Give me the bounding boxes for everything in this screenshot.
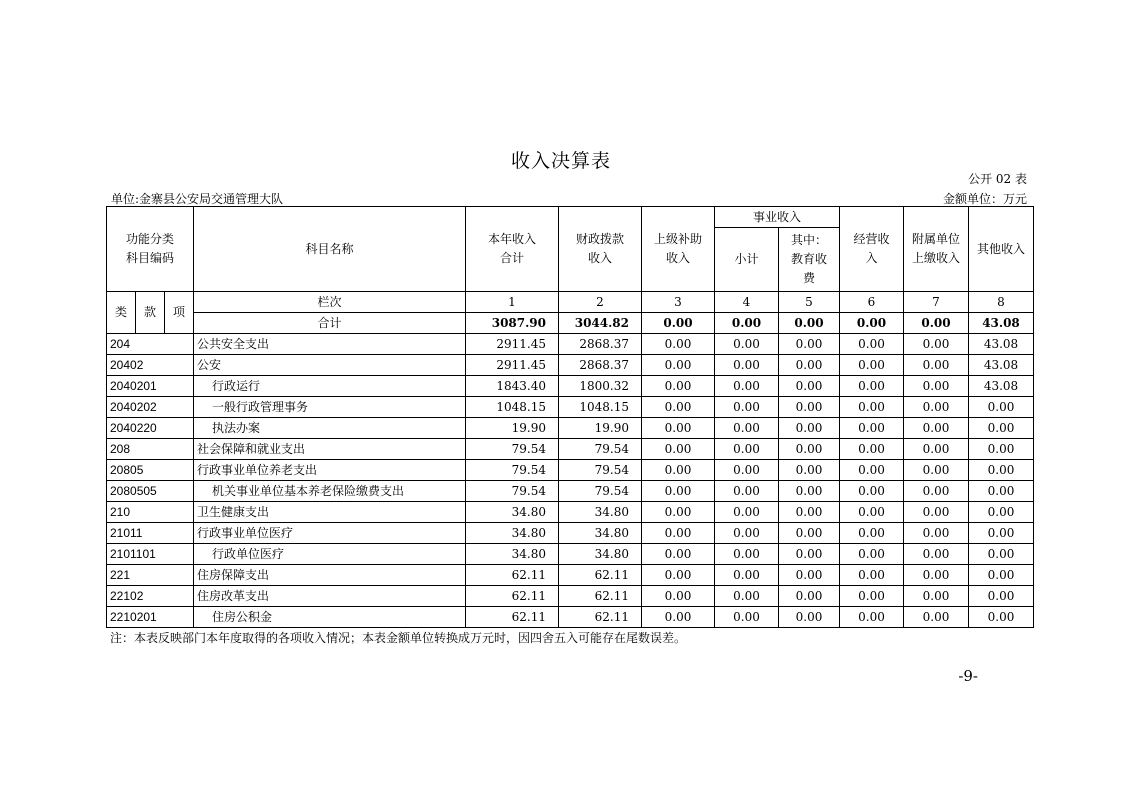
row-name: 社会保障和就业支出	[194, 439, 466, 460]
row-value: 0.00	[642, 544, 715, 565]
row-value: 0.00	[779, 460, 840, 481]
header-subtotal: 小计	[715, 228, 779, 292]
total-value: 0.00	[715, 313, 779, 334]
unit-label: 单位:金寨县公安局交通管理大队	[111, 192, 284, 206]
row-name: 行政单位医疗	[194, 544, 466, 565]
row-value: 0.00	[840, 334, 904, 355]
row-value: 0.00	[642, 607, 715, 628]
row-value: 79.54	[559, 460, 642, 481]
row-name: 住房改革支出	[194, 586, 466, 607]
header-affiliated: 附属单位上缴收入	[904, 207, 969, 292]
row-value: 2911.45	[466, 355, 559, 376]
row-value: 19.90	[559, 418, 642, 439]
row-value: 2911.45	[466, 334, 559, 355]
col-number: 6	[840, 292, 904, 313]
col-number: 7	[904, 292, 969, 313]
row-value: 0.00	[904, 439, 969, 460]
row-value: 0.00	[969, 586, 1034, 607]
row-value: 0.00	[715, 586, 779, 607]
row-value: 62.11	[466, 607, 559, 628]
row-value: 0.00	[779, 397, 840, 418]
header-fiscal: 财政拨款收入	[559, 207, 642, 292]
table-row	[107, 460, 1034, 481]
row-value: 0.00	[904, 523, 969, 544]
total-value: 0.00	[642, 313, 715, 334]
row-value: 0.00	[779, 418, 840, 439]
row-value: 43.08	[969, 334, 1034, 355]
row-value: 0.00	[904, 376, 969, 397]
col-number: 3	[642, 292, 715, 313]
row-value: 0.00	[779, 523, 840, 544]
row-code: 2040201	[107, 376, 194, 397]
row-value: 79.54	[466, 481, 559, 502]
row-value: 0.00	[840, 586, 904, 607]
row-value: 0.00	[840, 523, 904, 544]
row-value: 0.00	[969, 565, 1034, 586]
row-value: 1800.32	[559, 376, 642, 397]
row-name: 执法办案	[194, 418, 466, 439]
row-value: 62.11	[559, 607, 642, 628]
total-value: 43.08	[969, 313, 1034, 334]
row-name: 机关事业单位基本养老保险缴费支出	[194, 481, 466, 502]
row-value: 0.00	[904, 418, 969, 439]
row-value: 34.80	[559, 502, 642, 523]
row-value: 0.00	[969, 460, 1034, 481]
row-code: 20805	[107, 460, 194, 481]
row-value: 0.00	[715, 460, 779, 481]
row-value: 0.00	[715, 481, 779, 502]
row-value: 1048.15	[466, 397, 559, 418]
footnote: 注：本表反映部门本年度取得的各项收入情况；本表金额单位转换成万元时，因四舍五入可能存在尾数误差。	[110, 631, 687, 645]
row-value: 0.00	[904, 586, 969, 607]
row-value: 0.00	[840, 418, 904, 439]
row-value: 0.00	[715, 334, 779, 355]
row-value: 0.00	[715, 607, 779, 628]
row-value: 34.80	[466, 523, 559, 544]
header-subject-name: 科目名称	[194, 207, 466, 292]
total-value: 0.00	[779, 313, 840, 334]
total-value: 3087.90	[466, 313, 559, 334]
row-code: 21011	[107, 523, 194, 544]
table-row	[107, 523, 1034, 544]
row-value: 19.90	[466, 418, 559, 439]
row-value: 0.00	[779, 439, 840, 460]
header-kuan: 款	[136, 292, 165, 334]
col-number: 5	[779, 292, 840, 313]
table-row	[107, 565, 1034, 586]
row-value: 0.00	[642, 418, 715, 439]
row-value: 0.00	[715, 418, 779, 439]
total-value: 3044.82	[559, 313, 642, 334]
row-code: 2040220	[107, 418, 194, 439]
row-value: 0.00	[969, 397, 1034, 418]
row-name: 卫生健康支出	[194, 502, 466, 523]
row-value: 0.00	[779, 544, 840, 565]
table-row	[107, 397, 1034, 418]
row-value: 0.00	[715, 376, 779, 397]
table-row	[107, 607, 1034, 628]
header-other: 其他收入	[969, 207, 1034, 292]
row-value: 0.00	[715, 439, 779, 460]
row-value: 0.00	[969, 418, 1034, 439]
row-code: 208	[107, 439, 194, 460]
row-value: 0.00	[642, 586, 715, 607]
row-value: 0.00	[642, 334, 715, 355]
table-row	[107, 376, 1034, 397]
row-value: 0.00	[840, 376, 904, 397]
row-code: 204	[107, 334, 194, 355]
row-value: 0.00	[840, 502, 904, 523]
row-value: 0.00	[840, 607, 904, 628]
row-value: 0.00	[969, 544, 1034, 565]
header-lei: 类	[107, 292, 136, 334]
row-value: 43.08	[969, 376, 1034, 397]
header-upper-subsidy: 上级补助收入	[642, 207, 715, 292]
row-name: 行政运行	[194, 376, 466, 397]
row-value: 0.00	[642, 439, 715, 460]
page-number: -9-	[958, 667, 978, 685]
header-func-code: 功能分类科目编码	[107, 207, 194, 292]
row-name: 住房保障支出	[194, 565, 466, 586]
row-value: 62.11	[466, 565, 559, 586]
header-xiang: 项	[165, 292, 194, 334]
income-table	[106, 206, 1034, 628]
row-value: 0.00	[904, 607, 969, 628]
row-value: 79.54	[466, 460, 559, 481]
row-value: 1048.15	[559, 397, 642, 418]
row-value: 79.54	[559, 481, 642, 502]
header-edu-fee: 其中：教育收费	[779, 228, 840, 292]
row-value: 0.00	[969, 502, 1034, 523]
row-value: 0.00	[904, 334, 969, 355]
header-career-income: 事业收入	[715, 207, 840, 228]
row-value: 0.00	[642, 523, 715, 544]
table-row	[107, 544, 1034, 565]
row-code: 2040202	[107, 397, 194, 418]
col-number: 1	[466, 292, 559, 313]
table-row	[107, 418, 1034, 439]
row-value: 0.00	[779, 355, 840, 376]
header-business-income: 经营收入	[840, 207, 904, 292]
row-value: 0.00	[969, 523, 1034, 544]
row-value: 34.80	[559, 523, 642, 544]
row-code: 221	[107, 565, 194, 586]
table-row	[107, 586, 1034, 607]
row-name: 行政事业单位医疗	[194, 523, 466, 544]
row-value: 0.00	[779, 586, 840, 607]
row-value: 0.00	[840, 460, 904, 481]
row-name: 公安	[194, 355, 466, 376]
row-value: 79.54	[466, 439, 559, 460]
row-value: 2868.37	[559, 355, 642, 376]
row-value: 43.08	[969, 355, 1034, 376]
row-value: 0.00	[904, 481, 969, 502]
header-total-income: 本年收入合计	[466, 207, 559, 292]
row-value: 0.00	[840, 565, 904, 586]
total-label: 合计	[194, 313, 466, 334]
row-value: 0.00	[642, 355, 715, 376]
row-code: 20402	[107, 355, 194, 376]
total-value: 0.00	[904, 313, 969, 334]
row-value: 0.00	[904, 565, 969, 586]
row-value: 0.00	[779, 565, 840, 586]
col-number: 2	[559, 292, 642, 313]
row-name: 住房公积金	[194, 607, 466, 628]
row-value: 0.00	[642, 397, 715, 418]
row-value: 0.00	[642, 565, 715, 586]
row-code: 22102	[107, 586, 194, 607]
row-value: 0.00	[715, 544, 779, 565]
row-value: 0.00	[642, 481, 715, 502]
table-row	[107, 502, 1034, 523]
row-code: 2210201	[107, 607, 194, 628]
row-value: 0.00	[840, 397, 904, 418]
row-value: 0.00	[840, 481, 904, 502]
row-value: 0.00	[904, 502, 969, 523]
row-value: 0.00	[779, 607, 840, 628]
row-value: 0.00	[840, 439, 904, 460]
row-code: 2080505	[107, 481, 194, 502]
row-value: 0.00	[904, 397, 969, 418]
row-value: 0.00	[779, 376, 840, 397]
col-number: 4	[715, 292, 779, 313]
total-value: 0.00	[840, 313, 904, 334]
row-value: 1843.40	[466, 376, 559, 397]
row-value: 0.00	[779, 334, 840, 355]
table-title: 收入决算表	[510, 150, 611, 172]
row-value: 0.00	[840, 544, 904, 565]
row-value: 0.00	[715, 565, 779, 586]
table-row	[107, 439, 1034, 460]
total-row	[107, 313, 1034, 334]
row-value: 34.80	[559, 544, 642, 565]
money-unit-label: 金额单位：万元	[942, 192, 1027, 206]
row-value: 0.00	[715, 355, 779, 376]
col-number: 8	[969, 292, 1034, 313]
row-value: 0.00	[904, 460, 969, 481]
row-value: 62.11	[559, 565, 642, 586]
row-code: 210	[107, 502, 194, 523]
table-row	[107, 355, 1034, 376]
form-number: 公开 02 表	[968, 172, 1027, 186]
row-value: 62.11	[559, 586, 642, 607]
row-value: 0.00	[779, 481, 840, 502]
row-value: 0.00	[969, 607, 1034, 628]
row-value: 0.00	[715, 397, 779, 418]
row-name: 一般行政管理事务	[194, 397, 466, 418]
row-name: 公共安全支出	[194, 334, 466, 355]
row-value: 62.11	[466, 586, 559, 607]
row-value: 0.00	[715, 523, 779, 544]
row-value: 0.00	[904, 544, 969, 565]
header-lanci: 栏次	[194, 292, 466, 313]
row-value: 0.00	[642, 502, 715, 523]
row-name: 行政事业单位养老支出	[194, 460, 466, 481]
row-value: 0.00	[779, 502, 840, 523]
row-value: 0.00	[642, 460, 715, 481]
row-value: 0.00	[840, 355, 904, 376]
row-value: 79.54	[559, 439, 642, 460]
row-value: 0.00	[642, 376, 715, 397]
row-value: 34.80	[466, 502, 559, 523]
row-value: 34.80	[466, 544, 559, 565]
row-value: 0.00	[969, 481, 1034, 502]
table-row	[107, 334, 1034, 355]
row-value: 0.00	[904, 355, 969, 376]
row-value: 0.00	[715, 502, 779, 523]
row-value: 0.00	[969, 439, 1034, 460]
row-value: 2868.37	[559, 334, 642, 355]
row-code: 2101101	[107, 544, 194, 565]
table-row	[107, 481, 1034, 502]
